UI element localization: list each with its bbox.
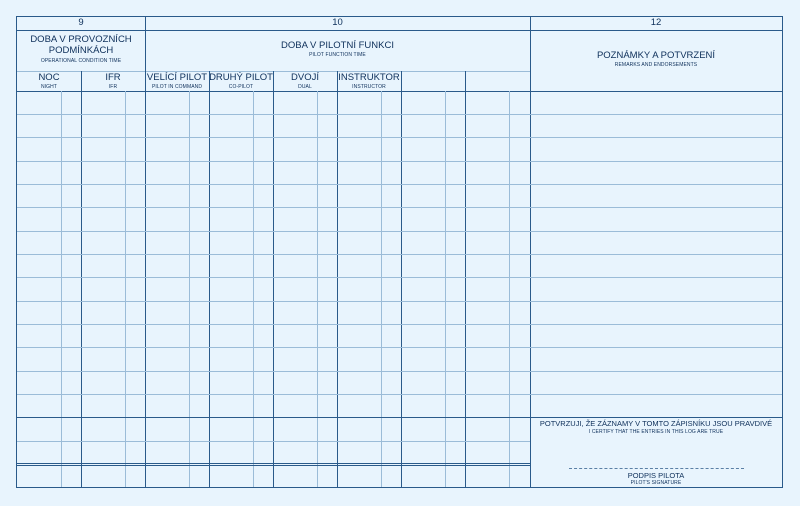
instructor-sublabel: INSTRUCTOR — [352, 84, 386, 90]
minutes-divider — [61, 91, 62, 487]
col10-number: 10 — [332, 17, 343, 28]
col10-title: DOBA V PILOTNÍ FUNKCI — [281, 40, 394, 51]
col9-subtitle: OPERATIONAL CONDITION TIME — [40, 58, 122, 64]
grand-total-rule — [17, 463, 530, 466]
certification-text: POTVRZUJI, ŽE ZÁZNAMY V TOMTO ZÁPISNÍKU JSOU PRAVDIVÉ — [539, 419, 773, 428]
col12-title: POZNÁMKY A POTVRZENÍ — [596, 50, 716, 61]
entry-row-line — [17, 114, 782, 115]
pic-label: VELÍCÍ PILOT — [146, 72, 208, 83]
entry-row-line — [17, 137, 782, 138]
subcol-divider — [337, 71, 338, 487]
subcol-divider — [273, 71, 274, 487]
header-bottom-rule — [17, 91, 782, 92]
col9-title: DOBA V PROVOZNÍCH PODMÍNKÁCH — [30, 34, 132, 56]
minutes-divider — [253, 91, 254, 487]
number-row-divider — [17, 30, 782, 31]
entry-row-line — [17, 207, 782, 208]
minutes-divider — [381, 91, 382, 487]
copilot-sublabel: CO-PILOT — [228, 84, 254, 90]
entry-row-line — [17, 277, 782, 278]
ifr-label: IFR — [105, 72, 121, 83]
subcol-divider — [209, 71, 210, 487]
totals-top-rule — [17, 417, 782, 418]
entry-row-line — [17, 184, 782, 185]
entry-row-line — [17, 231, 782, 232]
entry-row-line — [17, 347, 782, 348]
minutes-divider — [317, 91, 318, 487]
minutes-divider — [509, 91, 510, 487]
certification-subtext: I CERTIFY THAT THE ENTRIES IN THIS LOG ARE TRUE — [588, 429, 724, 435]
logbook-page — [16, 16, 783, 488]
minutes-divider — [445, 91, 446, 487]
entry-row-line — [17, 301, 782, 302]
minutes-divider — [189, 91, 190, 487]
pic-sublabel: PILOT IN COMMAND — [151, 84, 203, 90]
subcol-divider — [465, 71, 466, 487]
minutes-divider — [125, 91, 126, 487]
subcol-divider — [401, 71, 402, 487]
col12-number: 12 — [650, 17, 662, 28]
signature-line[interactable] — [569, 468, 744, 469]
col9-number: 9 — [78, 17, 84, 28]
entry-row-line — [17, 324, 782, 325]
subcol-divider — [81, 71, 82, 487]
entry-row-line — [17, 254, 782, 255]
signature-sublabel: PILOT'S SIGNATURE — [630, 480, 682, 486]
col12-subtitle: REMARKS AND ENDORSEMENTS — [614, 62, 698, 68]
dual-sublabel: DUAL — [298, 84, 312, 90]
entry-row-line — [17, 161, 782, 162]
night-sublabel: NIGHT — [40, 84, 58, 90]
entry-row-line — [17, 371, 782, 372]
col10-subtitle: PILOT FUNCTION TIME — [309, 52, 366, 58]
copilot-label: DRUHÝ PILOT — [209, 72, 273, 83]
ifr-sublabel: IFR — [108, 84, 118, 90]
instructor-label: INSTRUKTOR — [338, 72, 400, 83]
totals-row-line — [17, 441, 530, 442]
entry-row-line — [17, 394, 782, 395]
dual-label: DVOJÍ — [291, 72, 319, 83]
night-label: NOC — [38, 72, 60, 83]
signature-label: PODPIS PILOTA — [627, 471, 685, 480]
